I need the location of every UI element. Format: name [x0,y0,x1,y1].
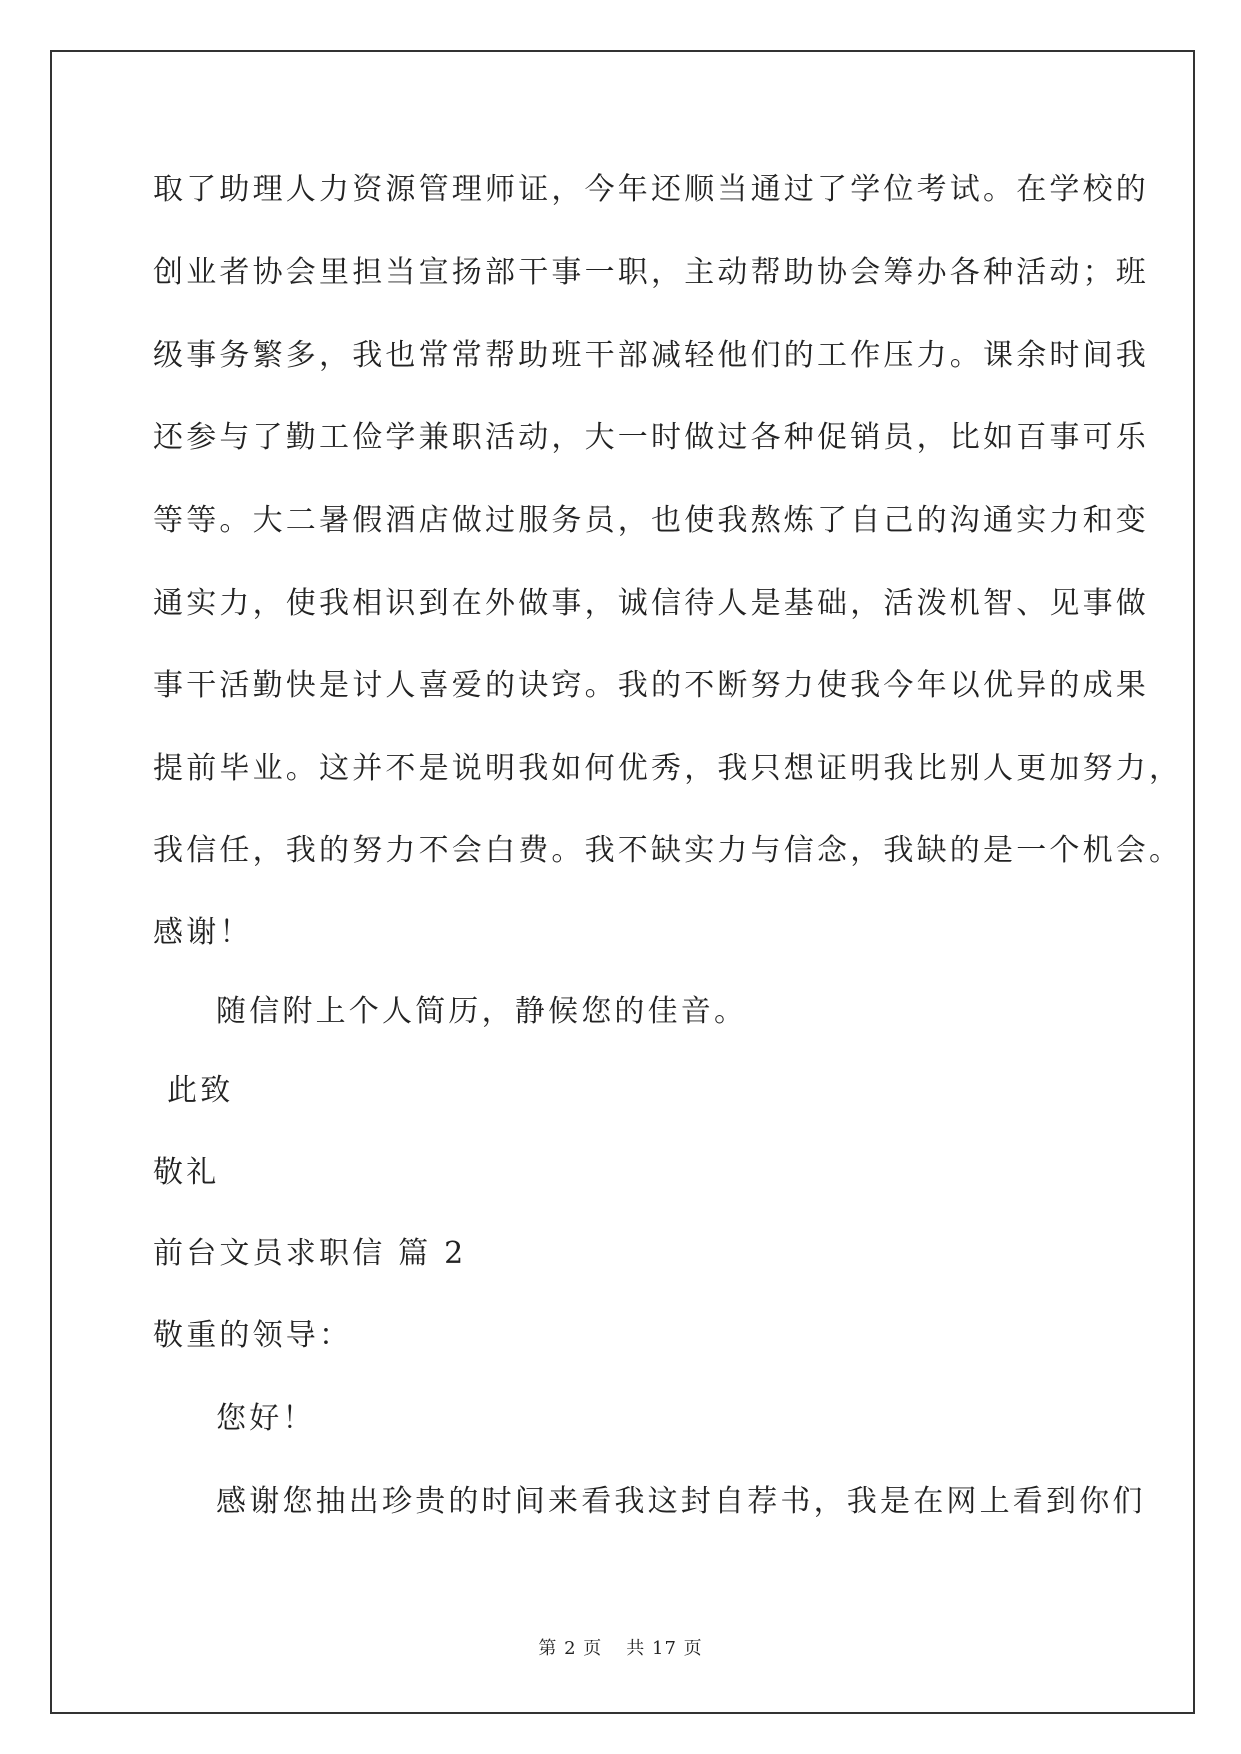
paragraph-line: 感谢！ [153,915,253,950]
page-border [50,50,1195,1714]
greeting: 您好！ [216,1401,316,1436]
paragraph-line: 级事务繁多，我也常常帮助班干部减轻他们的工作压力。课余时间我 [153,338,1149,373]
addressee: 敬重的领导： [153,1318,353,1353]
closing-sentence: 随信附上个人简历，静候您的佳音。 [216,994,748,1029]
paragraph-line: 取了助理人力资源管理师证，今年还顺当通过了学位考试。在学校的 [153,172,1149,207]
paragraph-line: 感谢您抽出珍贵的时间来看我这封自荐书，我是在网上看到你们 [216,1484,1146,1519]
paragraph-line: 创业者协会里担当宣扬部干事一职，主动帮助协会筹办各种活动；班 [153,255,1149,290]
paragraph-line: 还参与了勤工俭学兼职活动，大一时做过各种促销员，比如百事可乐 [153,420,1149,455]
paragraph-line: 通实力，使我相识到在外做事，诚信待人是基础，活泼机智、见事做 [153,586,1149,621]
page-total: 共 17 页 [626,1638,703,1659]
salutation-cizhi: 此致 [167,1073,234,1108]
paragraph-line: 事干活勤快是讨人喜爱的诀窍。我的不断努力使我今年以优异的成果 [153,668,1149,703]
page-footer [0,1634,1241,1660]
section-title: 前台文员求职信 篇 2 [153,1236,467,1271]
salutation-jingli: 敬礼 [153,1155,220,1190]
page-number: 第 2 页 [538,1638,603,1659]
paragraph-line: 等等。大二暑假酒店做过服务员，也使我熬炼了自己的沟通实力和变 [153,503,1149,538]
paragraph-line: 提前毕业。这并不是说明我如何优秀，我只想证明我比别人更加努力， [153,751,1183,786]
paragraph-line: 我信任，我的努力不会白费。我不缺实力与信念，我缺的是一个机会。 [153,833,1183,868]
